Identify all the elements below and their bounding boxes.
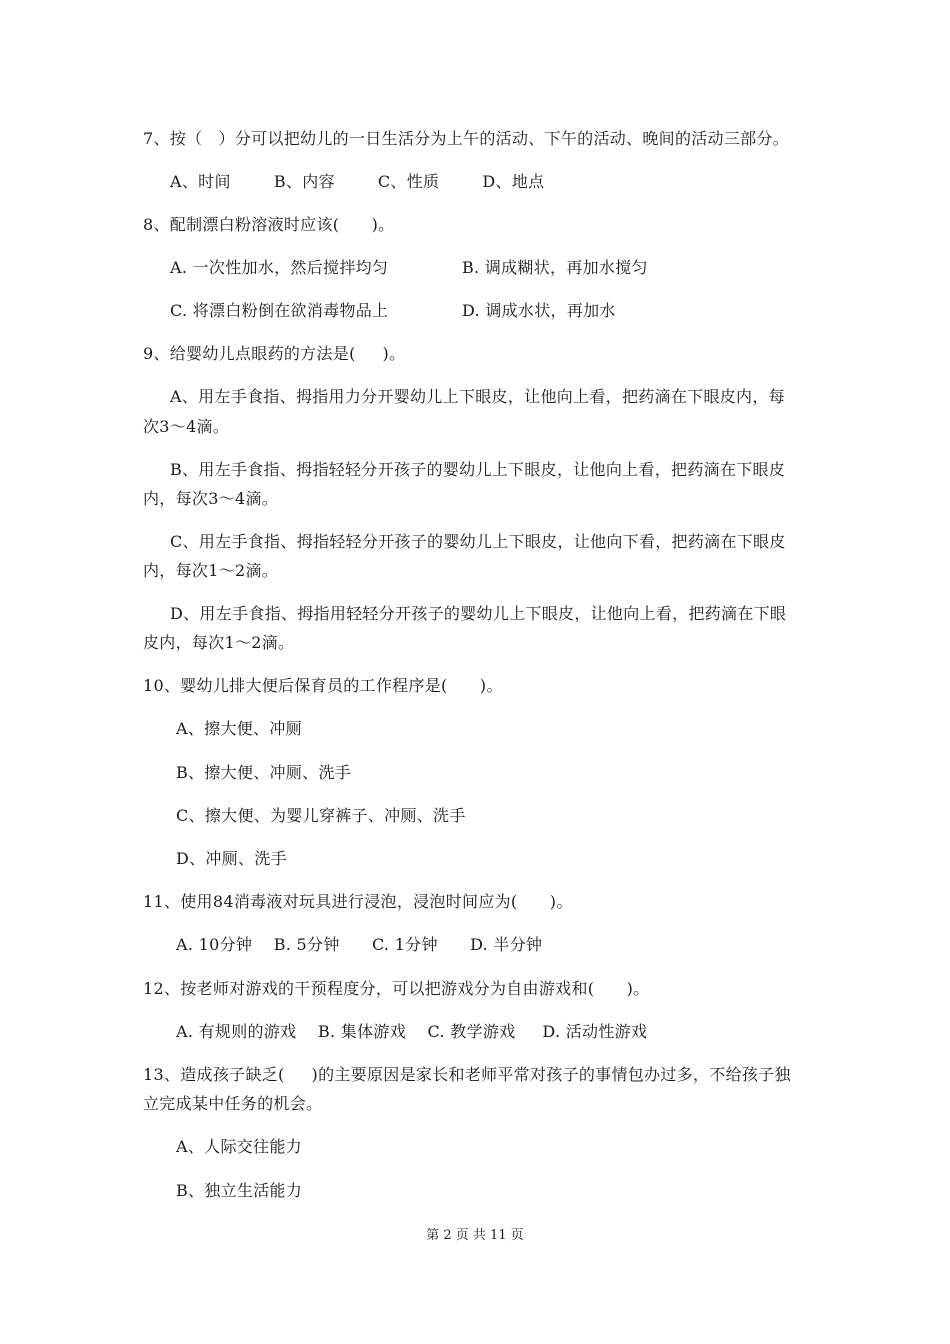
question-13-stem-line-2: 立完成某中任务的机会。 xyxy=(143,1094,323,1113)
question-8-option-d: D. 调成水状，再加水 xyxy=(462,301,616,320)
question-12-options: A. 有规则的游戏 B. 集体游戏 C. 教学游戏 D. 活动性游戏 xyxy=(176,1022,648,1041)
question-9-option-c-line-1: C、用左手食指、拇指轻轻分开孩子的婴幼儿上下眼皮，让他向下看，把药滴在下眼皮 xyxy=(170,532,786,551)
question-8-option-b: B. 调成糊状，再加水搅匀 xyxy=(462,258,648,277)
question-13-option-a: A、人际交往能力 xyxy=(176,1137,302,1156)
question-9-option-d-line-1: D、用左手食指、拇指用轻轻分开孩子的婴幼儿上下眼皮，让他向上看，把药滴在下眼 xyxy=(170,604,787,623)
question-9-option-c-line-2: 内，每次1～2滴。 xyxy=(143,561,279,580)
question-10-option-d: D、冲厕、洗手 xyxy=(176,849,287,868)
question-8-option-c: C. 将漂白粉倒在欲消毒物品上 xyxy=(170,301,389,320)
question-9-option-d-line-2: 皮内，每次1～2滴。 xyxy=(143,633,295,652)
question-9-option-a-line-1: A、用左手食指、拇指用力分开婴幼儿上下眼皮，让他向上看，把药滴在下眼皮内，每 xyxy=(170,387,785,406)
question-9-option-b-line-1: B、用左手食指、拇指轻轻分开孩子的婴幼儿上下眼皮，让他向上看，把药滴在下眼皮 xyxy=(170,460,786,479)
question-9-stem: 9、给婴幼儿点眼药的方法是( )。 xyxy=(143,344,406,363)
page-number-footer: 第 2 页 共 11 页 xyxy=(426,1228,524,1243)
question-11-options: A. 10分钟 B. 5分钟 C. 1分钟 D. 半分钟 xyxy=(176,935,543,954)
question-10-option-a: A、擦大便、冲厕 xyxy=(176,719,302,738)
question-10-option-c: C、擦大便、为婴儿穿裤子、冲厕、洗手 xyxy=(176,806,466,825)
question-9-option-b-line-2: 内，每次3～4滴。 xyxy=(143,489,279,508)
question-12-stem: 12、按老师对游戏的干预程度分，可以把游戏分为自由游戏和( )。 xyxy=(143,979,650,998)
question-13-option-b: B、独立生活能力 xyxy=(176,1181,303,1200)
question-8-stem: 8、配制漂白粉溶液时应该( )。 xyxy=(143,215,395,234)
question-10-stem: 10、婴幼儿排大便后保育员的工作程序是( )。 xyxy=(143,676,503,695)
question-13-stem-line-1: 13、造成孩子缺乏( )的主要原因是家长和老师平常对孩子的事情包办过多，不给孩子独 xyxy=(143,1065,791,1084)
question-7-options: A、时间 B、内容 C、性质 D、地点 xyxy=(170,172,545,191)
question-11-stem: 11、使用84消毒液对玩具进行浸泡，浸泡时间应为( )。 xyxy=(143,892,573,911)
question-9-option-a-line-2: 次3～4滴。 xyxy=(143,417,230,436)
question-7-stem: 7、按（ ）分可以把幼儿的一日生活分为上午的活动、下午的活动、晚间的活动三部分。 xyxy=(143,129,790,148)
question-8-option-a: A. 一次性加水，然后搅拌均匀 xyxy=(170,258,389,277)
question-10-option-b: B、擦大便、冲厕、洗手 xyxy=(176,763,352,782)
